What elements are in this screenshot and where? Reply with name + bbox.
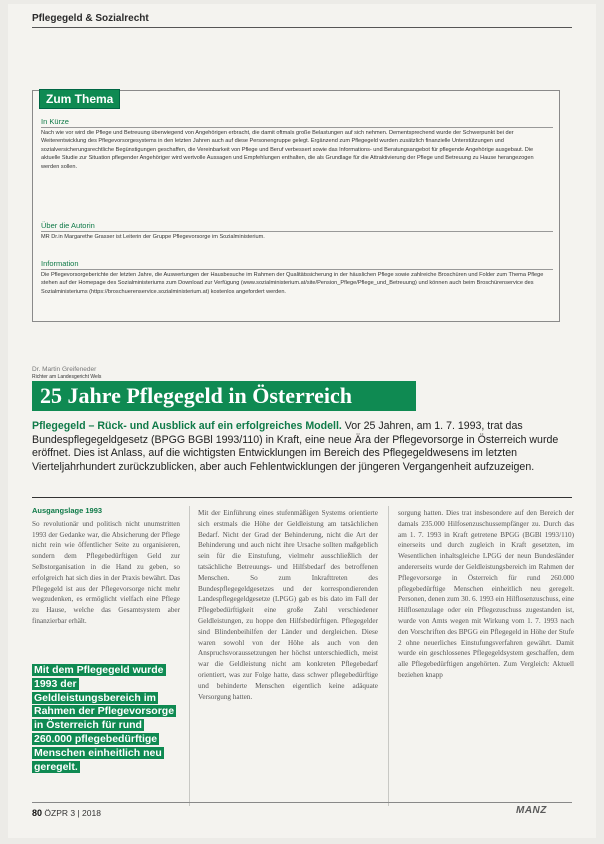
folio [32, 808, 101, 818]
box-section-kurz [41, 117, 553, 171]
section-heading: Information [41, 259, 553, 270]
section-text: Die Pflegevorsorgeberichte der letzten Jahre, die Auswertungen der Hausbesuche im Rahmen der Qualitätssicherung in der häuslichen Pflege sowie zahlreiche Broschüren und Folder zum Thema Pflege stehen auf der Homepage des Sozialministeriums zum Download zur Verfügung (www.sozialministerium.at/site/Pension_Pflege/Pflege_und_Betreuung) und können auch beim Broschürenservice des Sozialministeriums (https://broschuerenservice.sozialministerium.at) kostenlos angefordert werden. [41, 272, 544, 295]
author-name: Dr. Martin Greifeneder [32, 366, 97, 373]
divider [32, 802, 572, 803]
divider [32, 497, 572, 498]
column-text: So revolutionär und politisch nicht unumstritten 1993 der Gedanke war, die Absicherung der Pflege nicht rein wie öffentlicher Seite zu organisieren, sondern dem Pflegebedürftigen Geld zur Selbstorganisation in die Hand zu geben, so erfolgreich hat sich dies in der Praxis bewährt. Das Pflegegeld ist aus der Pflegevorsorge nicht mehr wegzudenken, es ermöglicht vielfach eine Pflege zu Hause, welche das Gesamtsystem aber finanzierbar erhält. [32, 519, 180, 625]
column-text: sorgung hatten. Dies trat insbesondere auf den Bereich der damals 235.000 Hilfosenzuschussempfänger zu. Durch das am 1. 7. 1993 in Kraft getretene BPGG (BGBl 1993/110) einerseits und durch zugleich in Kraft gesetzten, im Wesentlichen inhaltsgleiche LPGG der neun Bundesländer andererseits wurde der Geldleistungsbereich im Rahmen der Pflegevorsorge in Österreich für rund 260.000 pflegebedürftige Menschen einheitlich neu geregelt. Personen, denen zum 30. 6. 1993 ein Hilflosenzuschuss, eine Hilflosenzulage oder ein Pflegezuschuss zugestanden ist, wurde von Amts wegen mit Wirkung vom 1. 7. 1993 nach den Vorschriften des BPGG ein Pflegegeld in Höhe der Stufe 2 ohne neuerliches Einstufungsverfahren gewährt. Damit wurde ein geschlossenes Pflegegeldsystem geschaffen, dem alle Pflegebedürftigen angehörten. Zum Vergleich: Aktuell beziehen knapp [398, 509, 574, 679]
lead-bold: Pflegegeld – Rück- und Ausblick auf ein erfolgreiches Modell. [32, 420, 342, 432]
article-headline: 25 Jahre Pflegegeld in Österreich [32, 381, 416, 411]
column-subhead: Ausgangslage 1993 [32, 506, 103, 515]
pull-quote [32, 664, 180, 774]
author-role: Richter am Landesgericht Wels [32, 374, 102, 380]
section-heading: In Kürze [41, 117, 553, 128]
section-text: MR Dr.in Margarethe Grasser ist Leiterin der Gruppe Pflegevorsorge im Sozialministerium. [41, 234, 265, 240]
column-text: Mit der Einführung eines stufenmäßigen Systems orientierte sich erstmals die Höhe der Geldleistung am tatsächlichen Bedarf. Nicht der Grad der Behinderung, nicht die Art der Behinderung und auch nicht ihre Ursache sollten maßgeblich sein für die Einstufung, vielmehr ausschließlich der tatsächliche Betreuungs- und Hilfsbedarf des betroffenen Menschen. So zum Inkrafttreten des Bundespflegegeldgesetzes und der korrespondierenden Landespflegegeldgesetze (LPGG) gab es bis dato im Fall der Pflegebedürftigkeit eine große Zahl verschiedener Geldleistungen, zu hoppe den Hilfsbedürftigen. Pflegegelder sind Blindenbeihilfen der Länder und dergleichen. Diese waren sowohl von der Höhe als auch von den Anspruchsvoraussetzungen her höchst unterschiedlich, meist war die Geldleistung nicht am konkreten Pflegebedarf orientiert, was zur Folge hatte, dass schwer pflegebedürftige und behinderte Menschen eigentlich keine adäquate Versorgung hatten. [198, 509, 378, 701]
section-heading: Über die Autorin [41, 221, 553, 232]
publisher-logo: MANZ [516, 805, 547, 816]
column-3 [398, 508, 574, 681]
column-1 [32, 506, 180, 627]
journal-issue: ÖZPR 3 | 2018 [44, 808, 101, 818]
box-title: Zum Thema [39, 89, 120, 109]
section-text: Nach wie vor wird die Pflege und Betreuung überwiegend von Angehörigen erbracht, die damit oftmals große Belastungen auf sich nehmen. Dementsprechend wurde der Schwerpunkt bei der Weiterentwicklung des Pflegevorsorgesystems in den letzten Jahren auch auf diese Personengruppe gelegt. Ergänzend zum Pflegegeld wurden zusätzlich finanzielle Unterstützungen und sozialversicherungsrechtliche Begünstigungen geschaffen, die Vereinbarkeit von Pflege und Beruf verbessert sowie das Informations- und Beratungsangebot für pflegende Angehörige ausgebaut. Die aktuelle Studie zur Situation pflegender Angehöriger wird wertvolle Aussagen und Empfehlungen enthalten, die als Grundlage für die Attraktivierung der Pflege und Betreuung zu Hause herangezogen werden sollen. [41, 130, 534, 170]
running-head: Pflegegeld & Sozialrecht [32, 13, 572, 28]
page-number: 80 [32, 808, 43, 818]
info-box [32, 90, 560, 322]
pull-quote-text: Mit dem Pflegegeld wurde 1993 der Geldleistungsbereich im Rahmen der Pflegevorsorge in Österreich für rund 260.000 pflegebedürftige Menschen einheitlich neu geregelt. [34, 664, 175, 773]
article-lead [32, 420, 572, 474]
box-section-autorin [41, 221, 553, 241]
column-2 [198, 508, 378, 702]
column-divider [388, 506, 389, 806]
lead-text: Vor 25 Jahren, am 1. 7. 1993, trat das Bundespflegegeldgesetz (BPGG BGBl 1993/110) in Kraft, eine neue Ära der Pflegevorsorge in Österreich wurde eröffnet. Dies ist Anlass, auf die wichtigsten Entwicklungen im Bereich des Pflegegeldwesens im letzten Vierteljahrhundert zurückzublicken, aber auch Fehlentwicklungen der jüngeren Vergangenheit aufzuzeigen. [32, 420, 559, 473]
column-divider [189, 506, 190, 806]
box-section-information [41, 259, 553, 296]
